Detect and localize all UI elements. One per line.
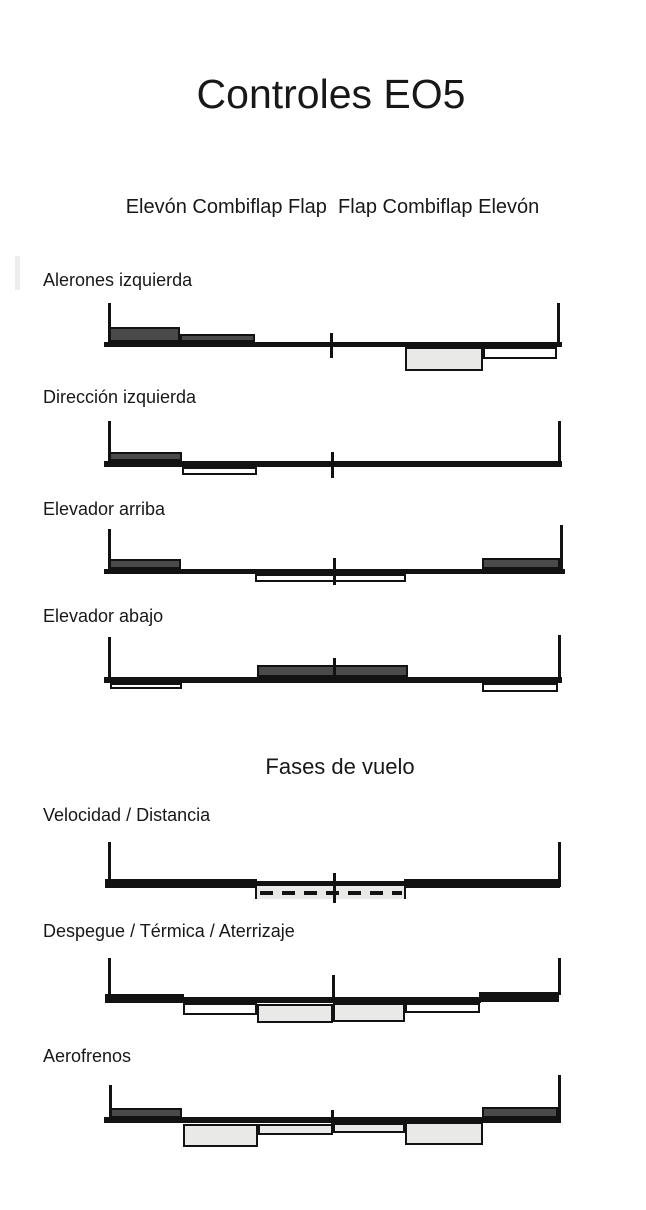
diagram-label-elevador-abajo: Elevador abajo <box>43 606 164 626</box>
surface-despegue-termica-aterrizaje-flap-right-down <box>333 1003 405 1022</box>
surface-aerofrenos-flap-right-down <box>333 1123 405 1133</box>
tick-velocidad-distancia-2 <box>558 842 561 887</box>
surface-alerones-izquierda-combiflap-left-up <box>180 334 255 342</box>
tick-despegue-termica-aterrizaje-1 <box>332 975 335 1003</box>
diagram-label-velocidad-distancia: Velocidad / Distancia <box>43 805 211 825</box>
tick-alerones-izquierda-2 <box>557 303 560 347</box>
tick-despegue-termica-aterrizaje-2 <box>558 958 561 995</box>
surface-elevador-abajo-elevon-left-down <box>110 683 182 689</box>
tick-alerones-izquierda-0 <box>108 303 111 347</box>
wing-line-alerones-izquierda-0 <box>104 342 562 347</box>
wing-line-velocidad-distancia-2 <box>404 879 560 888</box>
section-title-fases-de-vuelo: Fases de vuelo <box>265 754 415 779</box>
tick-elevador-arriba-2 <box>560 525 563 574</box>
diagram-label-elevador-arriba: Elevador arriba <box>43 499 166 519</box>
tick-elevador-arriba-0 <box>108 529 111 574</box>
surface-elevador-arriba-elevon-right-up <box>482 558 560 569</box>
wing-line-velocidad-distancia-1 <box>255 881 406 886</box>
diagram-label-alerones-izquierda: Alerones izquierda <box>43 270 193 290</box>
surface-aerofrenos-combiflap-right-down <box>405 1122 483 1145</box>
tick-aerofrenos-2 <box>558 1075 561 1117</box>
wing-line-velocidad-distancia-0 <box>105 879 257 888</box>
surface-aerofrenos-flap-left-down <box>258 1124 333 1135</box>
diagram-label-despegue-termica-aterrizaje: Despegue / Térmica / Aterrizaje <box>43 921 295 941</box>
tick-elevador-arriba-1 <box>333 558 336 585</box>
surface-despegue-termica-aterrizaje-combiflap-left-down <box>183 1003 257 1015</box>
surface-elevador-arriba-elevon-left-up <box>108 559 181 569</box>
tick-velocidad-distancia-1 <box>333 873 336 903</box>
surface-elevador-arriba-flaps-center-down <box>255 574 406 582</box>
surface-alerones-izquierda-elevon-right-down <box>483 347 557 359</box>
surface-despegue-termica-aterrizaje-combiflap-right-down <box>405 1003 480 1013</box>
surface-alerones-izquierda-combiflap-right-down <box>405 347 483 371</box>
tick-direccion-izquierda-2 <box>558 421 561 467</box>
diagram-label-aerofrenos: Aerofrenos <box>43 1046 132 1066</box>
tick-aerofrenos-0 <box>109 1085 112 1123</box>
surface-direccion-izquierda-combiflap-left-down <box>182 467 257 475</box>
tick-elevador-abajo-2 <box>558 635 561 683</box>
tick-alerones-izquierda-1 <box>330 333 333 358</box>
scan-artifact <box>15 256 20 290</box>
page-title: Controles EO5 <box>196 71 466 117</box>
tick-direccion-izquierda-0 <box>108 421 111 467</box>
wing-line-despegue-termica-aterrizaje-0 <box>105 994 184 1003</box>
surface-elevador-abajo-elevon-right-down <box>482 683 558 692</box>
surface-despegue-termica-aterrizaje-flap-left-down <box>257 1004 333 1023</box>
diagram-label-direccion-izquierda: Dirección izquierda <box>43 387 197 407</box>
surface-direccion-izquierda-elevon-left-up <box>109 452 182 461</box>
surface-alerones-izquierda-elevon-left-up <box>108 327 180 342</box>
columns-header: Elevón Combiflap Flap Flap Combiflap Elevón <box>125 196 540 218</box>
tick-elevador-abajo-1 <box>333 658 336 683</box>
tick-aerofrenos-1 <box>331 1110 334 1128</box>
wing-line-despegue-termica-aterrizaje-2 <box>479 992 559 1002</box>
tick-despegue-termica-aterrizaje-0 <box>108 958 111 997</box>
tick-direccion-izquierda-1 <box>331 452 334 478</box>
tick-velocidad-distancia-0 <box>108 842 111 887</box>
tick-elevador-abajo-0 <box>108 637 111 683</box>
surface-aerofrenos-combiflap-left-down <box>183 1124 258 1147</box>
dashed-neutral-line-velocidad-distancia <box>260 891 402 895</box>
